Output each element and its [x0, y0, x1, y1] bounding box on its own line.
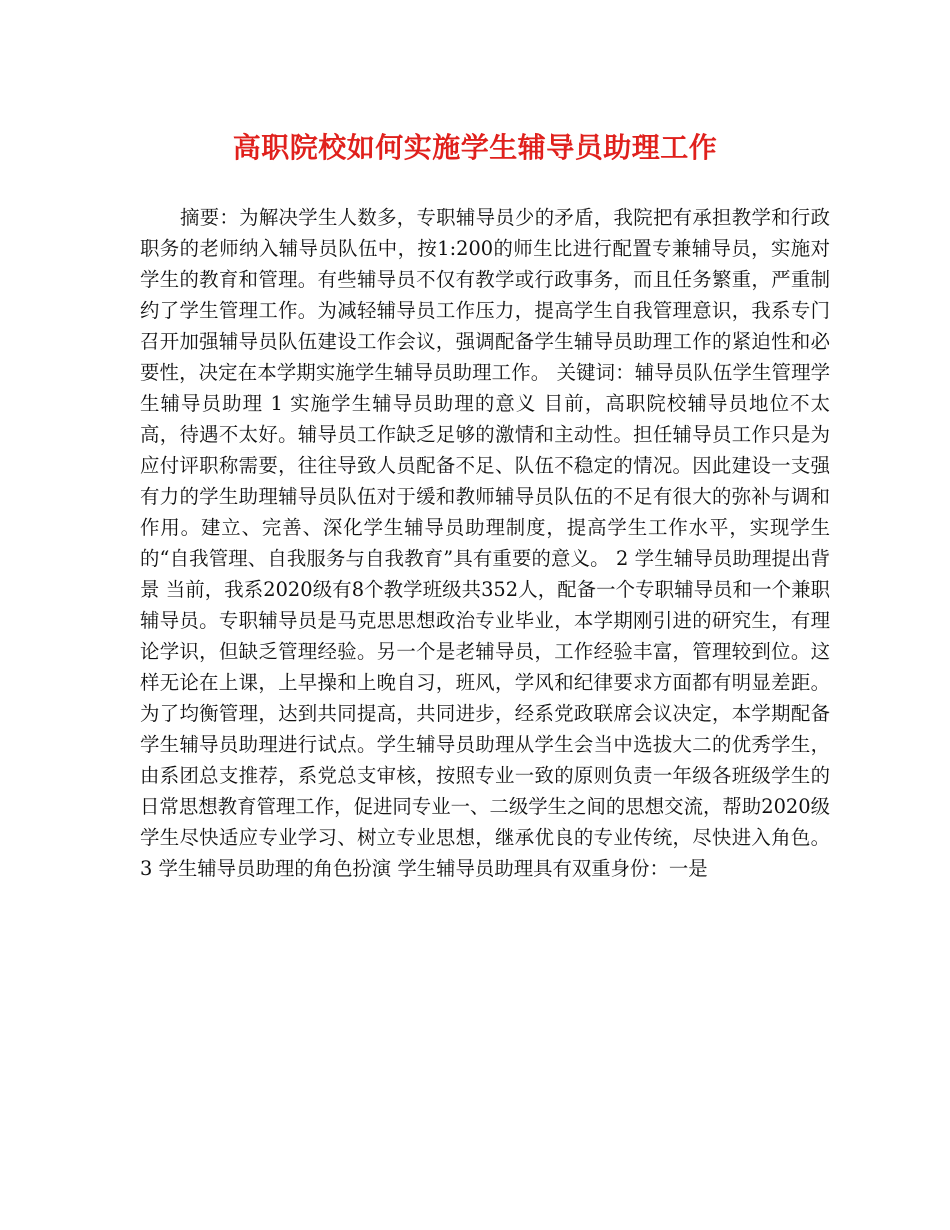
section-1-text: 目前，高职院校辅导员地位不太高，待遇不太好。辅导员工作缺乏足够的激情和主动性。担任辅导员工作只是为应付评职称需要，往往导致人员配备不足、队伍不稳定的情况。因此建设一支强有力的学生助理辅导员队伍对于缓和教师辅导员队伍的不足有很大的弥补与调和作用。建立、完善、深化学生辅导员助理制度，提高学生工作水平，实现学生的“自我管理、自我服务与自我教育”具有重要的意义。	[140, 392, 831, 570]
section-1-heading: 1 实施学生辅导员助理的意义	[270, 392, 537, 415]
abstract-text: 摘要：为解决学生人数多，专职辅导员少的矛盾，我院把有承担教学和行政职务的老师纳入辅导员队伍中，按1:200的师生比进行配置专兼辅导员，实施对学生的教育和管理。有些辅导员不仅有教学或行政事务，而且任务繁重，严重制约了学生管理工作。为减轻辅导员工作压力，提高学生自我管理意识，我系专门召开加强辅导员队伍建设工作会议，强调配备学生辅导员助理工作的紧迫性和必要性，决定在本学期实施学生辅导员助理工作。	[140, 206, 830, 384]
section-2-heading: 2 学生辅导员助理提出背景	[140, 547, 830, 601]
section-2-text: 当前，我系2020级有8个教学班级共352人，配备一个专职辅导员和一个兼职辅导员。专职辅导员是马克思思想政治专业毕业，本学期刚引进的研究生，有理论学识，但缺乏管理经验。另一个是老辅导员，工作经验丰富，管理较到位。这样无论在上课，上早操和上晚自习，班风，学风和纪律要求方面都有明显差距。为了均衡管理，达到共同提高，共同进步，经系党政联席会议决定，本学期配备学生辅导员助理进行试点。学生辅导员助理从学生会当中选拔大二的优秀学生，由系团总支推荐，系党总支审核，按照专业一致的原则负责一年级各班级学生的日常思想教育管理工作，促进同专业一、二级学生之间的思想交流，帮助2020级学生尽快适应专业学习、树立专业思想，继承优良的专业传统，尽快进入角色。	[140, 578, 831, 849]
section-3-heading: 3 学生辅导员助理的角色扮演	[140, 857, 392, 880]
document-body	[140, 202, 830, 884]
keywords-text: 关键词：辅导员队伍学生管理学生辅导员助理	[140, 361, 830, 415]
document-title: 高职院校如何实施学生辅导员助理工作	[232, 131, 718, 164]
section-3-text: 学生辅导员助理具有双重身份：一是	[397, 857, 708, 880]
